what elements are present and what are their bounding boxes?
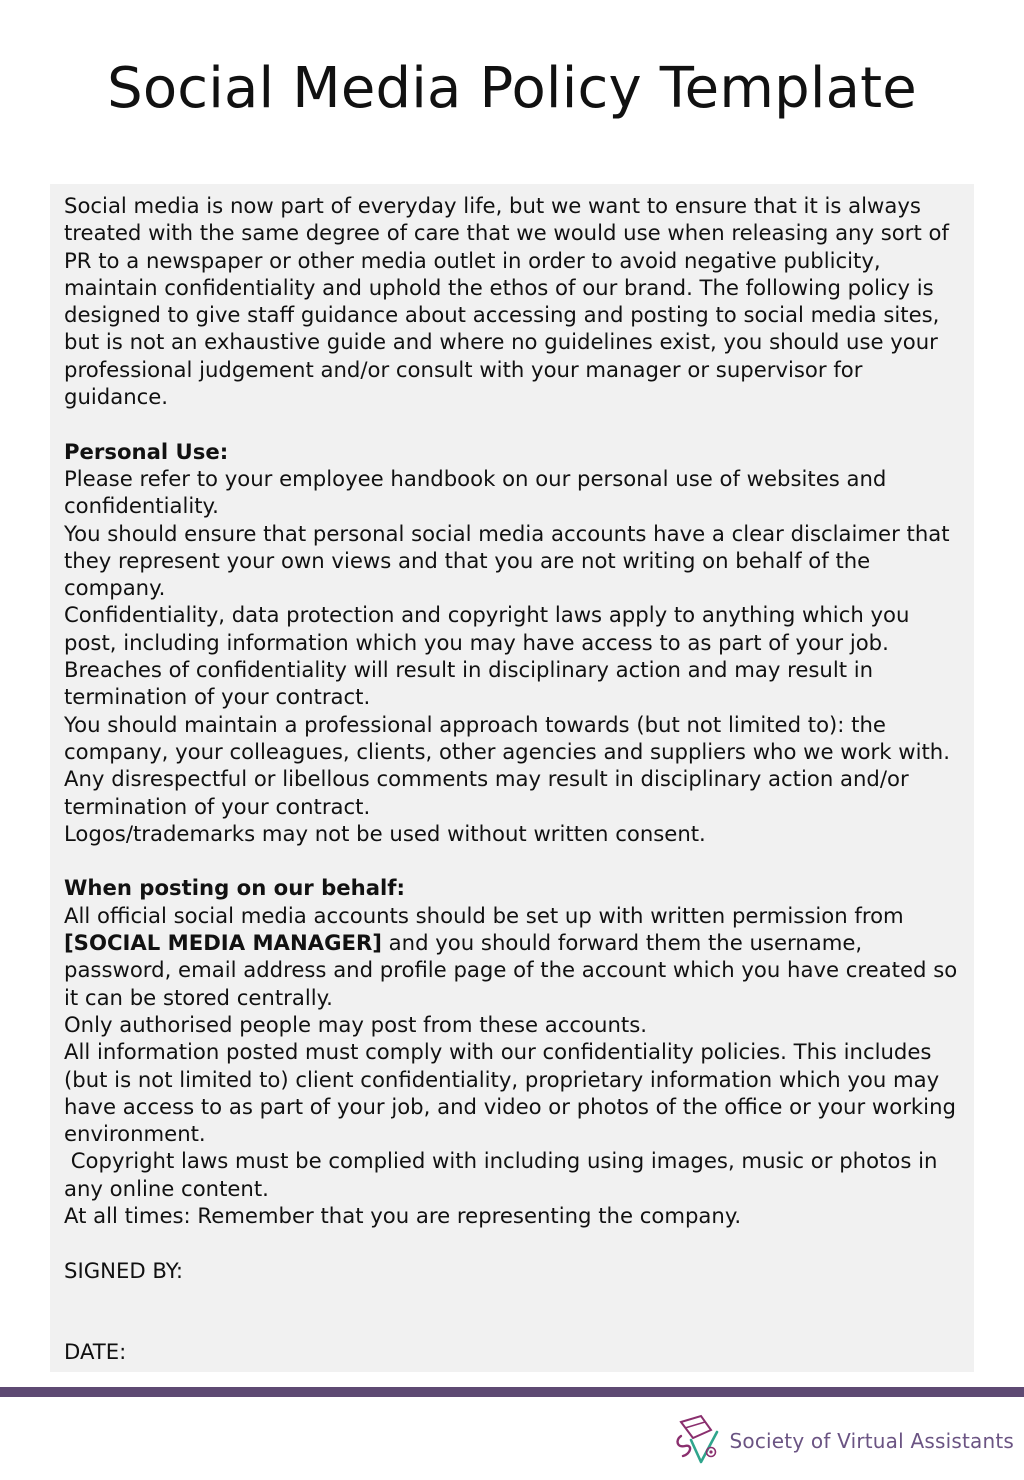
footer-brand <box>671 1410 1014 1466</box>
posting-paragraph: All information posted must comply with our confidentiality policies. This includes (but is not limited to) client confidentiality, proprietary information which you may have access to as part of your job, and video or photos of the office or your working environment. <box>64 1039 956 1147</box>
page-title: Social Media Policy Template <box>107 56 917 121</box>
signature-space <box>64 1284 960 1339</box>
spacer <box>64 847 960 874</box>
spacer <box>64 410 960 437</box>
posting-paragraph: Only authorised people may post from these accounts. <box>64 1011 647 1037</box>
posting-permission-paragraph <box>64 902 960 1011</box>
date-label: DATE: <box>64 1339 127 1365</box>
posting-paragraph: Copyright laws must be complied with including using images, music or photos in any online content. <box>64 1148 945 1201</box>
posting-paragraph: At all times: Remember that you are representing the company. <box>64 1202 742 1228</box>
social-media-manager-placeholder: [SOCIAL MEDIA MANAGER] <box>64 930 382 956</box>
footer-divider <box>0 1387 1024 1397</box>
sva-logo-icon <box>671 1410 727 1466</box>
spacer <box>64 1229 960 1256</box>
personal-use-heading: Personal Use: <box>64 438 229 464</box>
personal-use-paragraph: Confidentiality, data protection and copyright laws apply to anything which you post, including information which you may have access to as part of your job. Breaches of confidentiality will result in disciplinary action and may result in termination of your contract. <box>64 602 910 710</box>
policy-content-box <box>50 184 974 1372</box>
policy-body <box>64 192 960 1366</box>
posting-on-behalf-heading: When posting on our behalf: <box>64 875 405 901</box>
personal-use-paragraph: You should maintain a professional approach towards (but not limited to): the company, your colleagues, clients, other agencies and suppliers who we work with. Any disrespectful or libellous comments may result in disciplinary action and/or termination of your contract. <box>64 711 950 819</box>
brand-name: Society of Virtual Assistants <box>729 1429 1014 1453</box>
signed-by-label: SIGNED BY: <box>64 1257 184 1283</box>
posting-permission-text-start: All official social media accounts should be set up with written permission from <box>64 902 904 928</box>
personal-use-paragraph: Please refer to your employee handbook on our personal use of websites and confidentiality. <box>64 465 887 519</box>
personal-use-paragraph: Logos/trademarks may not be used without written consent. <box>64 820 706 846</box>
personal-use-paragraph: You should ensure that personal social media accounts have a clear disclaimer that they represent your own views and that you are not writing on behalf of the company. <box>64 520 950 601</box>
intro-paragraph: Social media is now part of everyday life, but we want to ensure that it is always treated with the same degree of care that we would use when releasing any sort of PR to a newspaper or other media outlet in order to avoid negative publicity, maintain confidentiality and uphold the ethos of our brand. The following policy is designed to give staff guidance about accessing and posting to social media sites, but is not an exhaustive guide and where no guidelines exist, you should use your professional judgement and/or consult with your manager or supervisor for guidance. <box>64 193 949 410</box>
posting-permission-text-end: and you should forward them the username, password, email address and profile page of the account which you have created so it can be stored centrally. <box>64 930 958 1010</box>
